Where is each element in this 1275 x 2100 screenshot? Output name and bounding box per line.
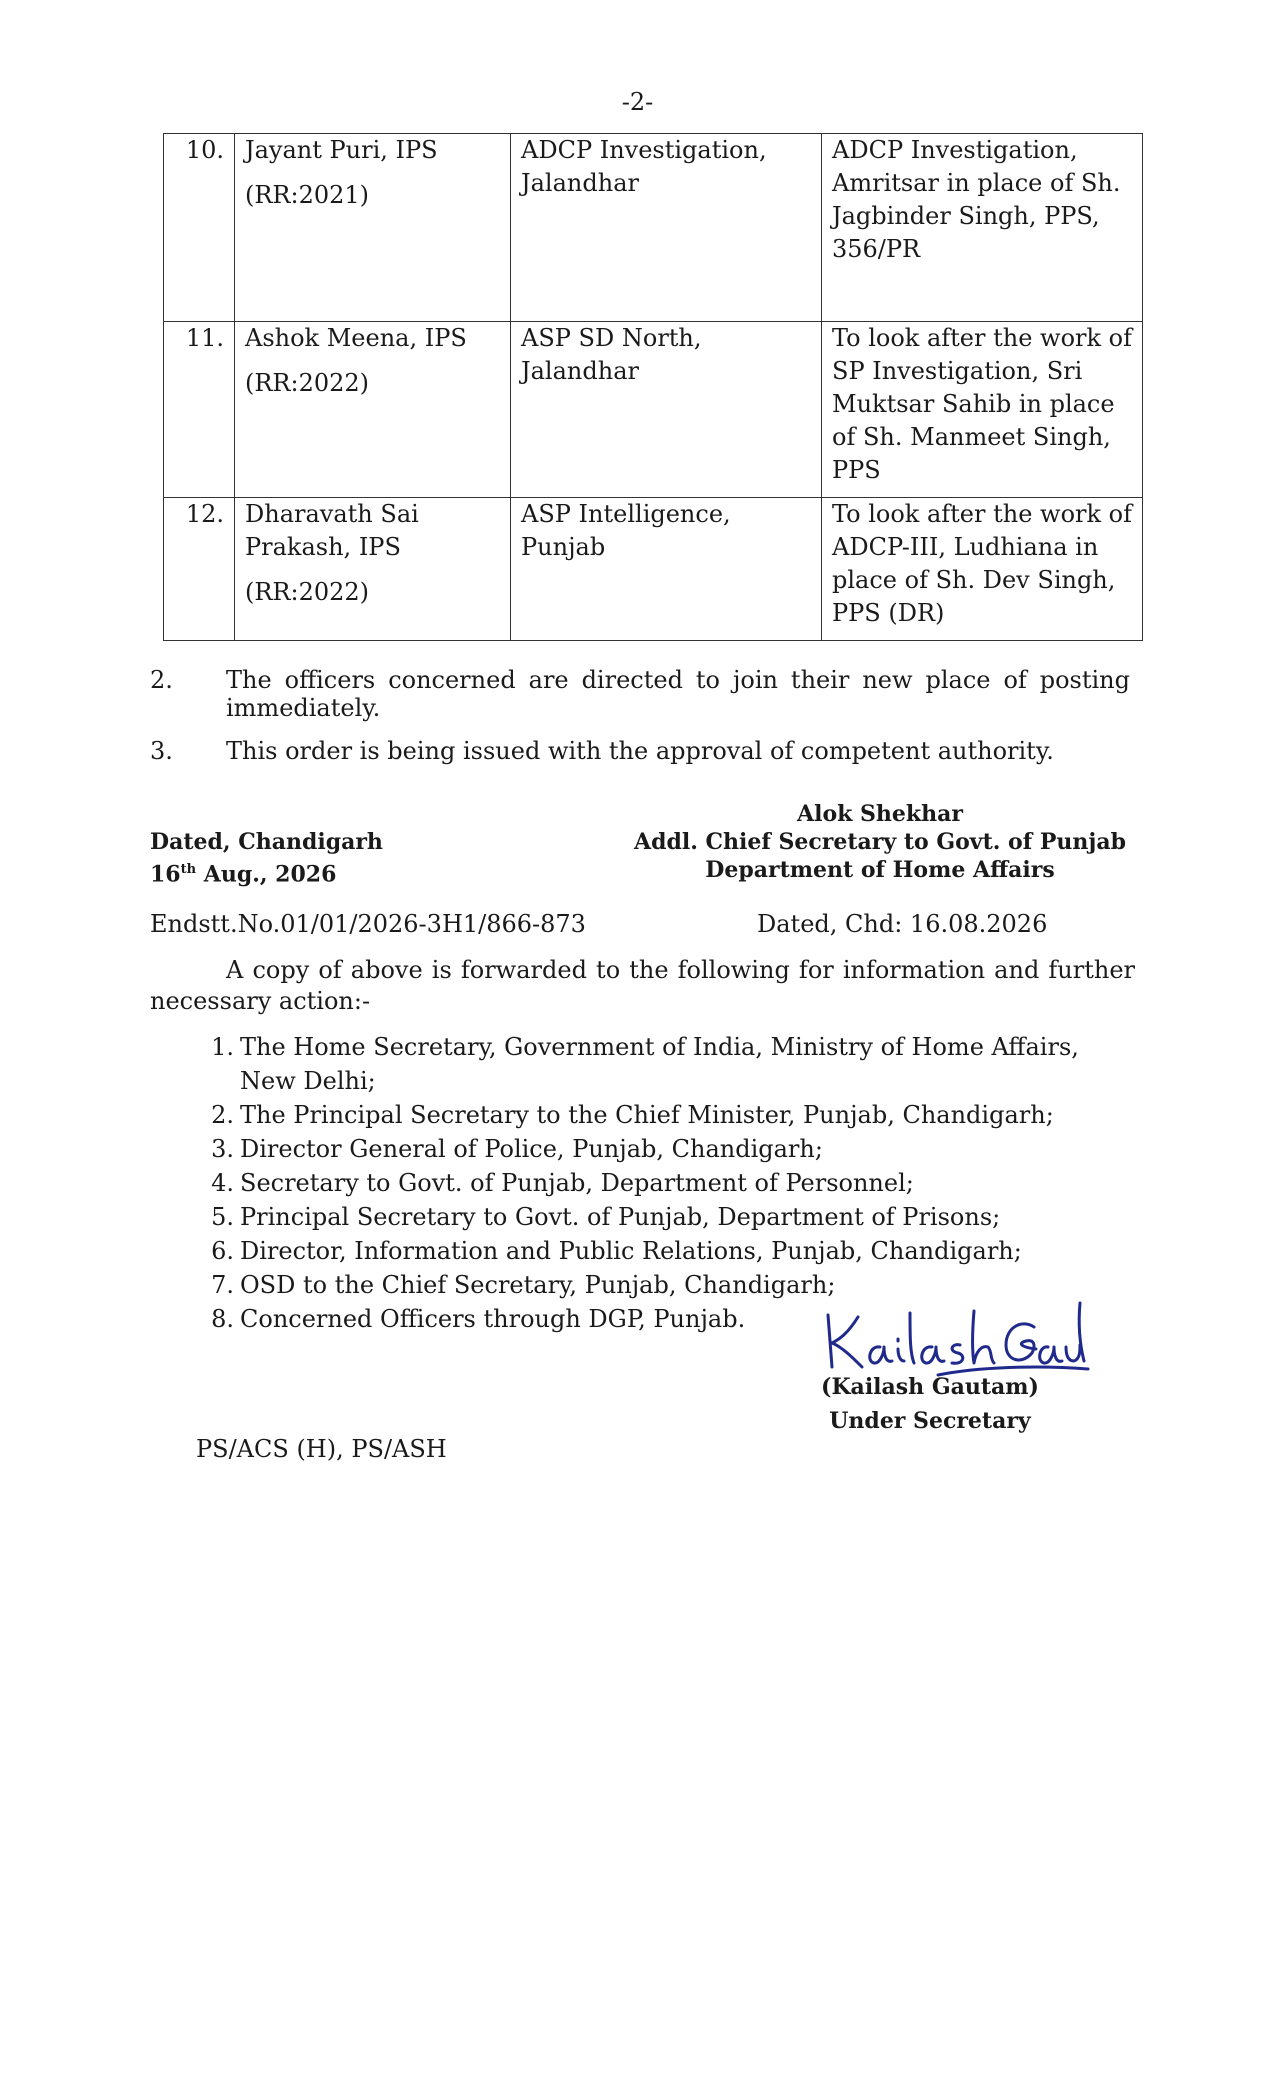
signatory-name: Alok Shekhar [797,801,963,827]
officer-batch: (RR:2022) [245,369,370,397]
postings-table [163,133,1143,641]
present-posting: ADCP Investigation, Jalandhar [511,134,822,322]
officer-name-cell [235,498,511,641]
new-posting: To look after the work of SP Investigation, Sri Muktsar Sahib in place of Sh. Manmeet Singh, PPS [822,322,1143,498]
paragraph-3 [150,737,1130,765]
serial-number: 10. [164,134,235,322]
under-secretary-block [780,1370,1080,1438]
recipient-list [150,1030,1140,1336]
dated-place [150,828,383,888]
officer-name: Ashok Meena, IPS [245,324,467,352]
page-number: -2- [621,88,654,116]
officer-name-cell [235,322,511,498]
signatory-designation: Addl. Chief Secretary to Govt. of Punjab [634,829,1126,855]
under-secretary-designation: Under Secretary [829,1408,1031,1434]
list-item: 1. The Home Secretary, Government of India, Ministry of Home Affairs, New Delhi; [211,1033,1079,1095]
serial-number: 11. [164,322,235,498]
officer-name-cell [235,134,511,322]
list-item: 7. OSD to the Chief Secretary, Punjab, Chandigarh; [211,1271,836,1299]
table-row [164,322,1143,498]
paragraph-text: This order is being issued with the approval of competent authority. [226,737,1054,765]
paragraph-number: 3. [150,737,173,765]
list-item: 2. The Principal Secretary to the Chief Minister, Punjab, Chandigarh; [211,1101,1054,1129]
list-item: 6. Director, Information and Public Relations, Punjab, Chandigarh; [211,1237,1022,1265]
officer-batch: (RR:2022) [245,578,370,606]
copy-forward-intro: A copy of above is forwarded to the following for information and further necessary action:- [150,956,1135,1015]
signatory-department: Department of Home Affairs [705,857,1055,883]
dated-date: 16th Aug., 2026 [150,861,337,888]
officer-batch: (RR:2021) [245,181,370,209]
dated-location: Dated, Chandigarh [150,829,383,855]
list-item: 5. Principal Secretary to Govt. of Punjab, Department of Prisons; [211,1203,1001,1231]
present-posting: ASP Intelligence, Punjab [511,498,822,641]
paragraph-number: 2. [150,666,173,694]
endorsement-date: Dated, Chd: 16.08.2026 [757,910,1048,938]
list-item: 3. Director General of Police, Punjab, Chandigarh; [211,1135,823,1163]
serial-number: 12. [164,498,235,641]
present-posting: ASP SD North, Jalandhar [511,322,822,498]
table-row [164,498,1143,641]
new-posting: ADCP Investigation, Amritsar in place of Sh. Jagbinder Singh, PPS, 356/PR [822,134,1143,322]
officer-name: Jayant Puri, IPS [245,136,438,164]
under-secretary-name: (Kailash Gautam) [821,1374,1039,1400]
signatory-block [630,800,1130,884]
paragraph-text: The officers concerned are directed to join their new place of posting immediately. [226,666,1130,722]
paragraph-2 [150,666,1130,722]
endorsement-number: Endstt.No.01/01/2026-3H1/866-873 [150,910,586,938]
list-item: 8. Concerned Officers through DGP, Punjab. [211,1305,746,1333]
officer-name: Dharavath Sai Prakash, IPS [245,500,419,561]
table-row [164,134,1143,322]
ps-copy-line: PS/ACS (H), PS/ASH [196,1435,447,1463]
new-posting: To look after the work of ADCP-III, Ludhiana in place of Sh. Dev Singh, PPS (DR) [822,498,1143,641]
list-item: 4. Secretary to Govt. of Punjab, Department of Personnel; [211,1169,914,1197]
